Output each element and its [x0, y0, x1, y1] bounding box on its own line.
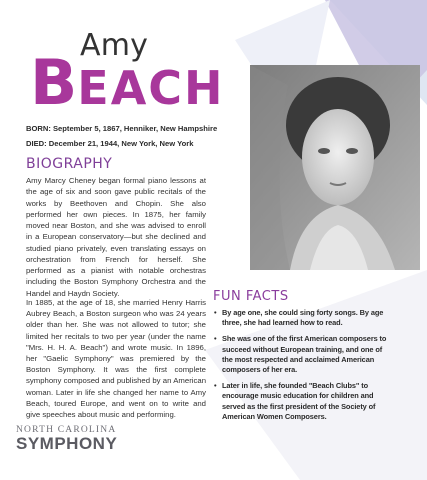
- died-line: DIED: December 21, 1944, New York, New York: [26, 139, 194, 148]
- biography-paragraph-2: In 1885, at the age of 18, she married Henry Harris Aubrey Beach, a Boston surgeon who was 24 years older than her. She was not allowed to tutor; she limited her recitals to two per year (under the name "Mrs. H. H. A. Beach") and wrote music. In 1896, her "Gaelic Symphony" was premiered by the Boston Symphony. It was the first complete symphony composed and published by an American woman. Later in life she changed her name to Amy Beach, toured Europe, and went on to write and give speeches about music and performing.: [26, 298, 206, 420]
- fun-fact-item: [214, 381, 389, 422]
- vitals-block: [26, 124, 217, 154]
- portrait-illustration: [250, 65, 420, 270]
- fun-fact-item: [214, 308, 389, 328]
- logo-line-2: SYMPHONY: [16, 434, 118, 453]
- bullet-icon: •: [214, 334, 217, 344]
- fun-fact-text: She was one of the first American composers to succeed without European training, and one of the most respected and acclaimed American composers of her era.: [222, 334, 387, 375]
- fun-fact-text: By age one, she could sing forty songs. By age three, she had learned how to read.: [222, 308, 384, 328]
- first-name-heading: Amy: [80, 28, 149, 63]
- born-line: BORN: September 5, 1867, Henniker, New Hampshire: [26, 124, 218, 133]
- bullet-icon: •: [214, 308, 217, 317]
- portrait-photo: [250, 65, 420, 270]
- fun-fact-text: Later in life, she founded "Beach Clubs" to encourage music education for children and served as the first president of the Society of American Women Composers.: [222, 381, 376, 421]
- last-name-initial: B: [30, 46, 78, 119]
- last-name-heading: [30, 46, 225, 119]
- biography-heading: BIOGRAPHY: [26, 156, 113, 172]
- biography-paragraph-1: Amy Marcy Cheney began formal piano lessons at the age of six and soon gave public recitals of the works by Beethoven and Chopin. She also performed her own pieces. In 1875, her family moved near Boston, and she was advised to enroll in a European conservatory—but she declined and studied piano privately, even translating essays on orchestration from French for herself. She performed as a pianist with notable orchestras including the Boston Symphony Orchestra and the Handel and Haydn Society.: [26, 176, 206, 298]
- fun-fact-item: [214, 334, 389, 375]
- fun-facts-heading: FUN FACTS: [213, 289, 289, 304]
- nc-symphony-logo: [16, 425, 117, 452]
- logo-line-1: NORTH CAROLINA: [16, 425, 117, 435]
- fun-facts-list: [214, 308, 389, 428]
- bullet-icon: •: [214, 381, 217, 391]
- last-name-rest: EACH: [77, 61, 225, 115]
